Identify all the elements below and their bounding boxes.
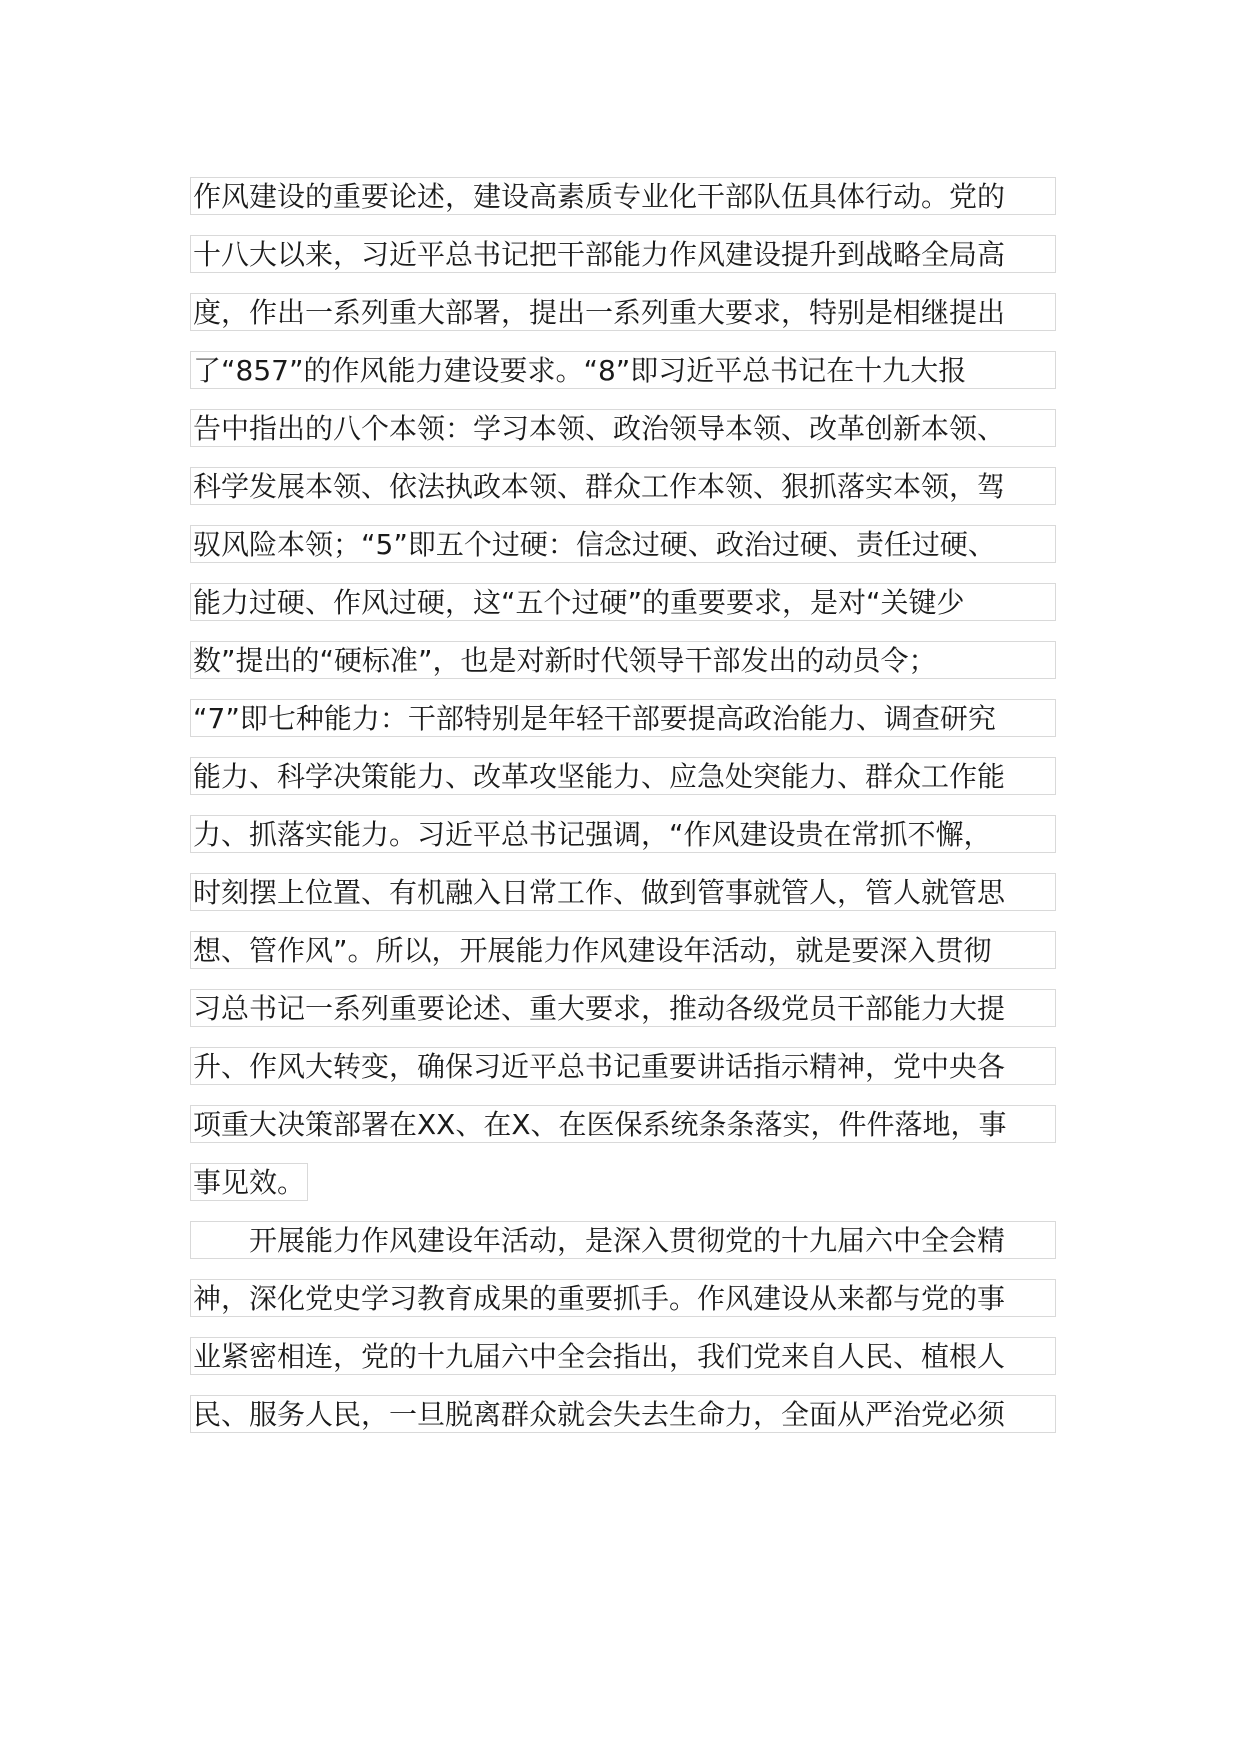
text-line-4: 了“857”的作风能力建设要求。“8”即习近平总书记在十九大报	[190, 351, 1056, 389]
text-line-12: 力、抓落实能力。习近平总书记强调，“作风建设贵在常抓不懈，	[190, 815, 1056, 853]
text-line-2: 十八大以来，习近平总书记把干部能力作风建设提升到战略全局高	[190, 235, 1056, 273]
text-line-3: 度，作出一系列重大部署，提出一系列重大要求，特别是相继提出	[190, 293, 1056, 331]
text-line-7: 驭风险本领；“5”即五个过硬：信念过硬、政治过硬、责任过硬、	[190, 525, 1056, 563]
text-line-11: 能力、科学决策能力、改革攻坚能力、应急处突能力、群众工作能	[190, 757, 1056, 795]
text-line-21: 业紧密相连，党的十九届六中全会指出，我们党来自人民、植根人	[190, 1337, 1056, 1375]
text-line-8: 能力过硬、作风过硬，这“五个过硬”的重要要求，是对“关键少	[190, 583, 1056, 621]
text-line-16: 升、作风大转变，确保习近平总书记重要讲话指示精神，党中央各	[190, 1047, 1056, 1085]
text-line-14: 想、管作风”。所以，开展能力作风建设年活动，就是要深入贯彻	[190, 931, 1056, 969]
text-line-22: 民、服务人民，一旦脱离群众就会失去生命力，全面从严治党必须	[190, 1395, 1056, 1433]
text-line-20: 神，深化党史学习教育成果的重要抓手。作风建设从来都与党的事	[190, 1279, 1056, 1317]
text-line-17: 项重大决策部署在XX、在X、在医保系统条条落实，件件落地，事	[190, 1105, 1056, 1143]
text-line-19-paragraph-start: 开展能力作风建设年活动，是深入贯彻党的十九届六中全会精	[190, 1221, 1056, 1259]
text-line-18: 事见效。	[190, 1163, 308, 1201]
text-line-10: “7”即七种能力：干部特别是年轻干部要提高政治能力、调查研究	[190, 699, 1056, 737]
text-line-13: 时刻摆上位置、有机融入日常工作、做到管事就管人，管人就管思	[190, 873, 1056, 911]
text-line-9: 数”提出的“硬标准”，也是对新时代领导干部发出的动员令；	[190, 641, 1056, 679]
text-line-1: 作风建设的重要论述，建设高素质专业化干部队伍具体行动。党的	[190, 177, 1056, 215]
text-line-6: 科学发展本领、依法执政本领、群众工作本领、狠抓落实本领，驾	[190, 467, 1056, 505]
text-line-15: 习总书记一系列重要论述、重大要求，推动各级党员干部能力大提	[190, 989, 1056, 1027]
text-line-5: 告中指出的八个本领：学习本领、政治领导本领、改革创新本领、	[190, 409, 1056, 447]
